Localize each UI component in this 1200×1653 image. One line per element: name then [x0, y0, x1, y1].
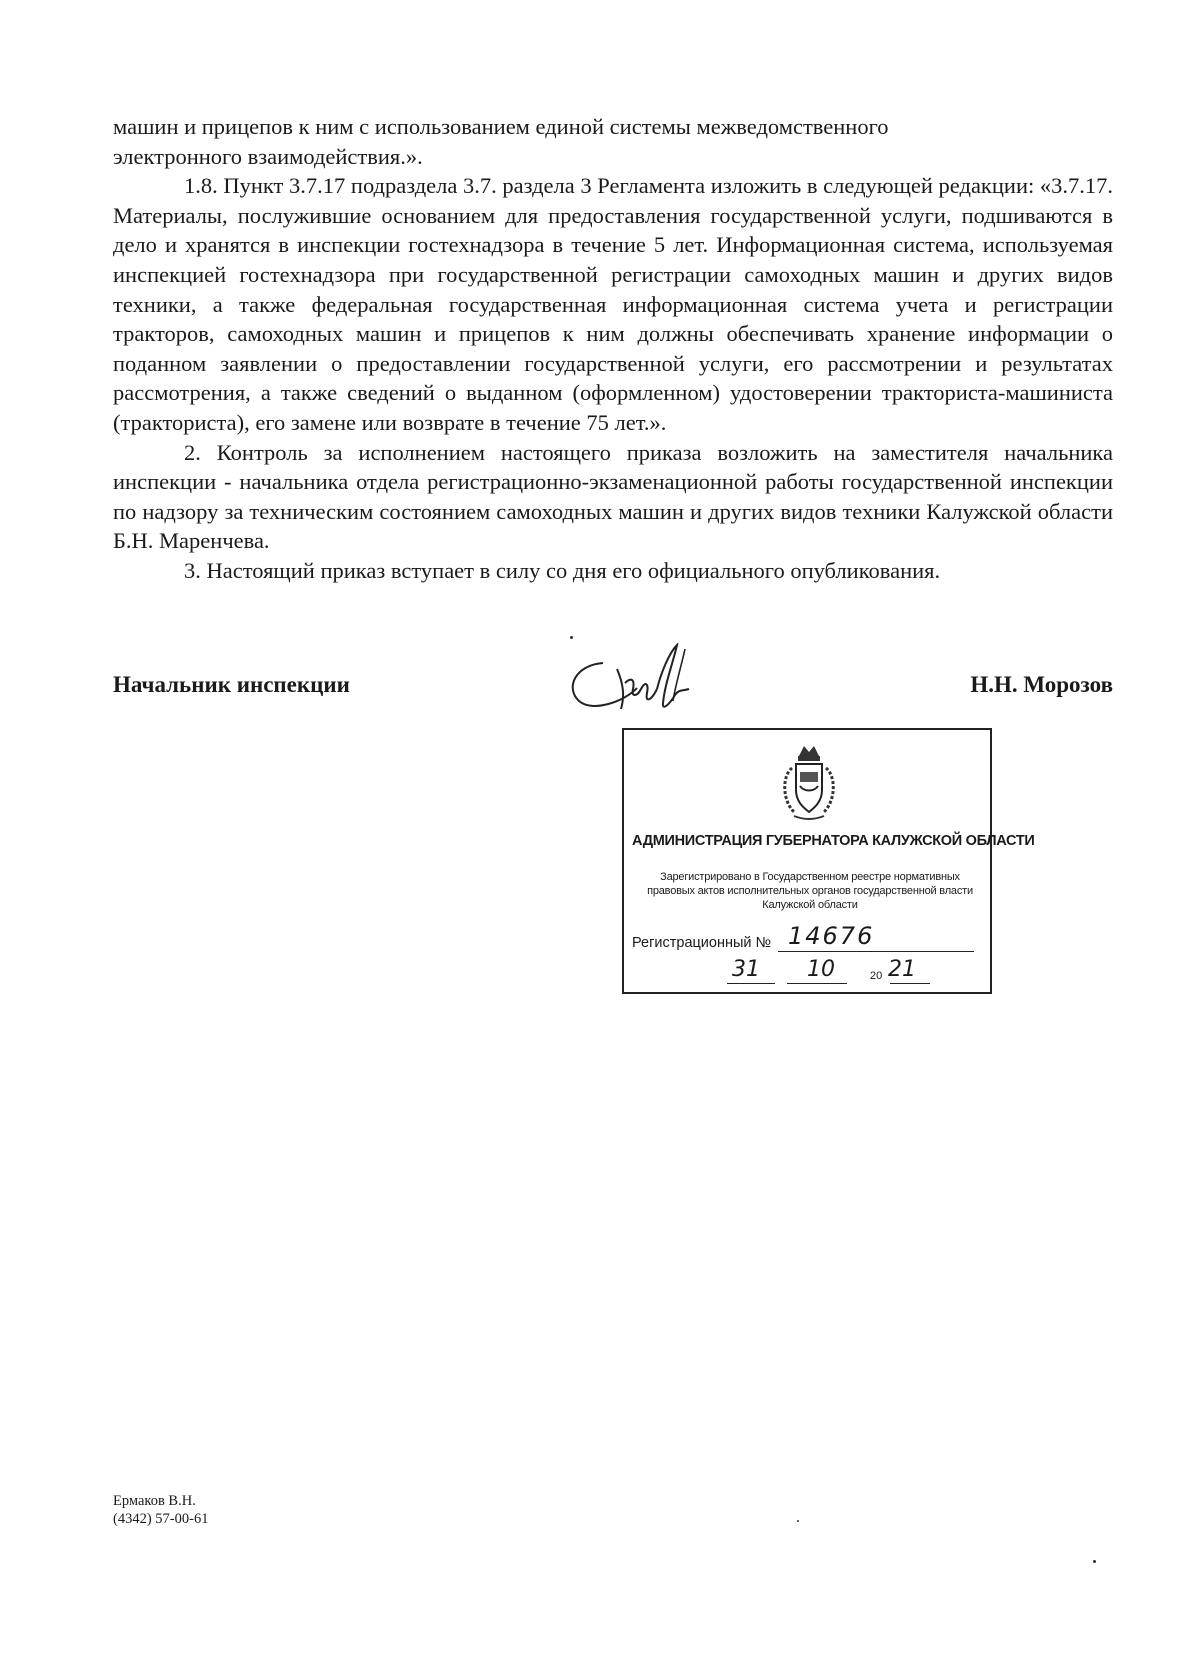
executor-info	[113, 1493, 208, 1528]
scan-speck	[797, 1520, 799, 1522]
registration-stamp	[622, 728, 1035, 994]
stamp-date-day-rule	[727, 983, 775, 984]
document-body	[113, 112, 1113, 586]
stamp-date-year-prefix: 20	[870, 970, 883, 982]
scan-speck	[570, 636, 573, 639]
signer-name: Н.Н. Морозов	[970, 672, 1113, 697]
stamp-registration-text	[632, 870, 988, 912]
executor-name: Ермаков В.Н.	[113, 1493, 196, 1509]
paragraph-3: 3. Настоящий приказ вступает в силу со дня его официального опубликования.	[184, 557, 941, 583]
stamp-reg-number-row	[632, 922, 988, 954]
paragraph-continuation-line-1: машин и прицепов к ним с использованием единой системы межведомственного	[113, 114, 889, 139]
stamp-registration-line-3: Калужской области	[762, 899, 858, 911]
paragraph-1-8: 1.8. Пункт 3.7.17 подраздела 3.7. раздела 3 Регламента изложить в следующей редакции: «3.7.17. Материалы, послужившие основанием для предоставления государственной услуги, подшиваются в дело и хранятся в инспекции гостехнадзора в течение 5 лет. Информационная система, используемая инспекцией гостехнадзора при государственной регистрации самоходных машин и других видов техники, а также федеральная государственная информационная система учета и регистрации тракторов, самоходных машин и прицепов к ним должны обеспечивать хранение информации о поданном заявлении о предоставлении государственной услуги, его рассмотрении и результатах рассмотрения, а также сведений о выданном (оформленном) удостоверении тракториста-машиниста (тракториста), его замене или возврате в течение 75 лет.».	[113, 173, 1113, 435]
stamp-date-day: 31	[732, 957, 760, 982]
handwritten-signature	[565, 643, 715, 718]
stamp-date-month: 10	[807, 957, 835, 982]
stamp-reg-number-label: Регистрационный №	[632, 935, 772, 951]
stamp-date-year-rule	[890, 983, 930, 984]
signer-position: Начальник инспекции	[113, 672, 350, 697]
executor-phone: (4342) 57-00-61	[113, 1510, 209, 1527]
stamp-registration-line-1: Зарегистрировано в Государственном реестре нормативных	[660, 871, 960, 883]
stamp-date-year-suffix: 21	[888, 957, 916, 982]
stamp-date-month-rule	[787, 983, 847, 984]
stamp-reg-number-rule	[778, 951, 974, 952]
stamp-reg-number-value: 14676	[788, 922, 875, 950]
stamp-date-row	[632, 957, 988, 988]
paragraph-2: 2. Контроль за исполнением настоящего приказа возложить на заместителя начальника инспекции - начальника отдела регистрационно-экзаменационной работы государственной инспекции по надзору за техническим состоянием самоходных машин и других видов техники Калужской области Б.Н. Маренчева.	[113, 439, 1113, 554]
stamp-registration-line-2: правовых актов исполнительных органов государственной власти	[647, 885, 973, 897]
scan-speck	[1093, 1560, 1096, 1563]
paragraph-continuation	[113, 112, 1113, 171]
paragraph-continuation-line-2: электронного взаимодействия.».	[113, 143, 423, 169]
stamp-authority: АДМИНИСТРАЦИЯ ГУБЕРНАТОРА КАЛУЖСКОЙ ОБЛАСТИ	[632, 833, 1035, 849]
kaluga-coat-of-arms-icon	[774, 742, 844, 822]
stamp-dashed-edge	[622, 728, 992, 730]
